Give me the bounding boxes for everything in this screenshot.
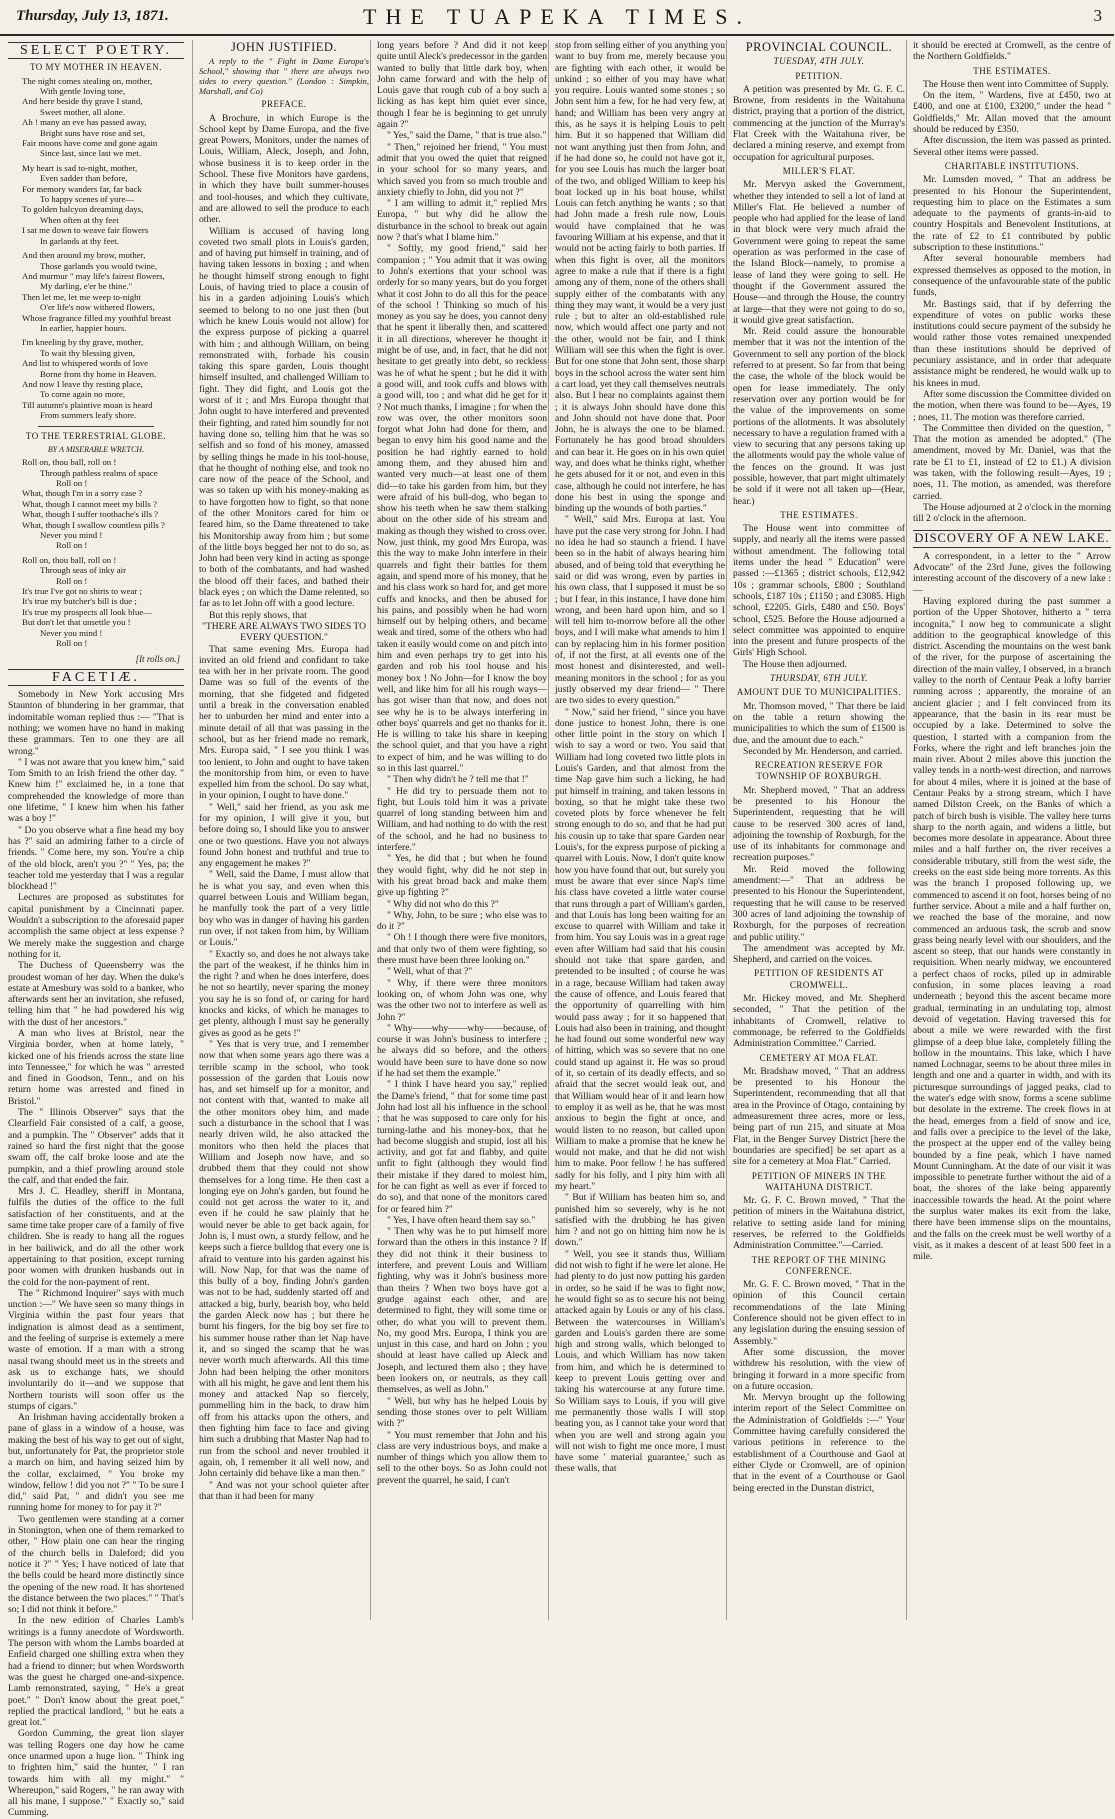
paragraph: Mr. Shepherd moved, " That an address be presented to his Honour the Superintendent, requesting that he will cause to be reserved 300 acres of land, adjoining the township of Roxburgh, for the use of its inhabitants for commonage and recreation purposes." (733, 784, 905, 864)
paragraph: " I was not aware that you knew him," said Tom Smith to an Irish friend the other day. " Knew him !" exclaimed he, in a tone that comprehended the knowledge of more than one lifetime, " I knew him when his father was a boy !" (8, 756, 184, 825)
poem-byline: BY A MISERABLE WRETCH. (47, 444, 145, 454)
divider (38, 426, 154, 427)
paragraph: The " Richmond Inquirer" says with much unction :—" We have seen so many things in Virginia within the past four years that indignation is almost dead as a sentiment, and the feeling of surprise is extemely a mere waste of emotion. If a man with a strong nasal twang should meet us in the streets and ask us to exchange hats, we should involuntarily do it—and we suppose that Northern tourists will soon offer us the stumps of cigars." (8, 1287, 184, 1412)
page-number: 3 (1093, 6, 1102, 25)
issue-date: Thursday, July 13, 1871. (16, 8, 169, 24)
column-john-justified-end (548, 40, 731, 1620)
article-title-john-justified: JOHN JUSTIFIED. (230, 40, 338, 54)
subheading: THE ESTIMATES. (780, 509, 858, 520)
paragraph: " Well, said the Dame, I must allow that he is what you say, and even when this quarrel between Louis and William began, he manfully took the part of a very little boy who was in danger of having his garden run over, if not taken from him, by William or Louis." (199, 869, 369, 949)
paragraph: " He did try to persuade them not to fight, but Louis told him it was a private quarrel of long standing between him and William, and had nothing to do with the rest of the school, and he had no business to interfere." (377, 785, 547, 854)
paragraph: The House then went into Committee of Supply. (923, 78, 1109, 90)
paragraph: Mrs J. C. Headley, sheriff in Montana, fulfils the duties of the office to the full satisfaction of her constituents, and at the same time take proper care of a family of five children. She is ready to hang all the rogues in her bailiwick, and do all the other work appertaining to that position, except turning poor women with drunken husbands out in the cold for the non-payment of rent. (8, 1186, 184, 1288)
paragraph: Mr. Bradshaw moved, " That an address be presented to his Honour the Superintendent, recommending that all that area in the Province of Otago, containing by admeasurement three acres, more or less, being part of run 215, and situate at Moa Flat, in the Benger Survey District [here the boundaries are specified] be set apart as a site for a cemetery at Moa Flat." Carried. (733, 1065, 905, 1168)
paragraph: Seconded by Mr. Henderson, and carried. (743, 745, 903, 757)
poem-line: Till autumn's plaintive moan is heard (22, 399, 153, 410)
poem-line: With gentle loving tone, (40, 86, 126, 96)
subheading: PETITION. (795, 70, 843, 81)
paragraph: Somebody in New York accusing Mrs Staunton of blundering in her grammar, that indomitable woman replied thus :— "That is nothing; we women have no hand in making these grammars. Ten to one they are all wrong." (8, 689, 184, 757)
poem-line: To wait thy blessing given, (40, 347, 135, 358)
paragraph: Mr. Hickey moved, and Mr. Shepherd seconded, " That the petition of the inhabitants of Cromwell, relative to commonage, be referred to the Goldfields Administration Committee." Carried. (733, 993, 905, 1050)
column-poetry-facetiae (8, 40, 190, 1819)
paragraph: long years before ? And did it not keep quite until Aleck's predecessor in the garden wanted to bully that little dark boy, when John came forward and with the help of Louis gave that rough cub of a boy such a licking as has kept him quiet ever since, though I fear he is beginning to get unruly again ?" (377, 40, 547, 131)
poem-title-globe: TO THE TERRESTRIAL GLOBE. (25, 430, 167, 441)
poem-line: Then let me, let me weep to-night (22, 291, 141, 302)
paragraph: it should be erected at Cromwell, as the centre of the Northern Goldfields." (913, 40, 1111, 63)
column-council-cont-new-lake (906, 40, 1115, 1620)
paragraph: The House adjourned at 2 o'clock in the morning till 2 o'clock in the afternoon. (913, 501, 1111, 525)
paragraph: " But if William has beaten him so, and punished him so severely, why is he not satisfied with the drubbing he has given him ? and not go on hitting him now he is down." (555, 1192, 725, 1249)
poem-line: In garlands at thy feet. (40, 235, 119, 246)
paragraph: " Then why was he to put himself more forward than the others in this instance ? If they did not think it their business to interfere, and prevent Louis and William fighting, why was it John's business more than theirs ? When two boys have got a grudge against each other, and are determined to fight, they will some time or other, do what you will to prevent them. No, my good Mrs. Europa, I think you are unjust in this case, and hard on John ; you should at least have called up Aleck and Joseph, and lectured them also ; they have been lookers on, or neutrals, as they call themselves, as well as John." (377, 1226, 547, 1396)
paragraph: Mr. G. F. C. Brown moved, " That the petition of miners in the Waitahuna district, relative to setting aside land for mining reserves, be referred to the Goldfields Administration Committee."—Carried. (733, 1195, 905, 1252)
paragraph: A petition was presented by Mr. G. F. C. Browne, from residents in the Waitahuna district, praying that a portion of the district, commencing at the junction of the Murray's Flat Creek with the Waitahuna river, be declared a mining reserve, and exempt from occupation for agricultural purposes. (733, 83, 905, 163)
article-title-provincial-council: PROVINCIAL COUNCIL. (745, 40, 893, 54)
paragraph: " Why, if there were three monitors looking on, of whom John was one, why was the other two not to interfere as well as John ?" (377, 977, 547, 1023)
poem-line: To come again no more, (40, 389, 126, 400)
paragraph: A man who lives at Bristol, near the Virginia border, when at home lately, " kicked one of his friends across the state line into Tennessee," for which he was " arrested and fined in Goodson, Tenn., and on his return home was arrested and fined in Bristol." (8, 1028, 184, 1107)
paragraph: After some discussion the Committee divided on the motion, when there was found to be—Ayes, 19 ; noes, 11. The motion was therefore carried. (913, 388, 1111, 423)
subheading: THE ESTIMATES. (973, 65, 1051, 76)
poem-line: Roll on ! (56, 638, 88, 649)
poem-line: Since last, since last we met. (40, 148, 141, 159)
paragraph: " Well," said her friend, as you ask me for my opinion, I will give it you, but before doing so, I should like you to answer one or two questions. Have you not always found John honest and truthful and true to any engagement he makes ?" (199, 801, 369, 870)
paragraph: A correspondent, in a letter to the " Arrow Advocate" of the 23rd June, gives the following interesting account of the discovery of a new lake :— (913, 550, 1111, 596)
paragraph: On the item, " Wardens, five at £450, two at £400, and one at £100, £3200," under the head " Goldfields," Mr. Allan moved that the amount should be reduced by £350. (913, 90, 1111, 136)
paragraph: Mr. Mervyn brought up the following interim report of the Select Committee on the Administration of Goldfields :—" Your Committee having carefully considered the various petitions in reference to the establishment of a Courthouse and Gaol at either Clyde or Cromwell, are of opinion that in the event of a Courthouse or Gaol being erected in the Dunstan district, (733, 1392, 905, 1494)
paragraph: " Well, what of that ?" (387, 966, 473, 978)
paragraph: " Yes, he did that ; but when he found they would fight, why did he not step in with his great broad back and make them give up fighting ?" (377, 853, 547, 899)
poem-line: And murmur " may life's fairest flowers, (22, 270, 165, 281)
poem-line: For memory wanders far, far back (22, 183, 142, 194)
paragraph: After discussion, the item was passed as printed. Several other items were passed. (913, 135, 1111, 158)
poem-line: It's true my prospects all look blue— (22, 606, 153, 617)
newspaper-title: THE TUAPEKA TIMES. (363, 4, 751, 29)
paragraph: " Then why didn't he ? tell me that !" (387, 774, 529, 786)
paragraph: " Well, but why has he helped Louis by sending those stones over to pelt William with ?" (377, 1395, 547, 1430)
poem-line: But don't let that unsettle you ! (22, 617, 131, 628)
paragraph: The Committee then divided on the question, " That the motion as amended be adopted." (The amendment, moved by Mr. Daniel, was that the rate be £1 to £1, instead of £2 to £1.) A division was taken, with the following result—Ayes, 19 ; noes, 11. The motion, as amended, was therefore carried. (913, 422, 1111, 502)
poem-line: Whose fragrance filled my youthful breast (22, 312, 172, 323)
poem-line: Through seas of inky air (40, 565, 126, 576)
paragraph: " I am willing to admit it," replied Mrs Europa, " but why did he allow the disturbance in the school to break out again now ? that's what I blame him." (377, 198, 547, 244)
poem-line: Fair moons have come and gone again (22, 138, 158, 149)
poem-line: Roll on, thou ball, roll on ! (22, 457, 117, 468)
paragraph: Mr. Bastings said, that if by deferring the expenditure of votes on public works these institutions could secure payment of the subsidy he would rather those votes remained unexpended than these institutions should be deprived of pecuniary assistance, and in order that adequate assistance might be rendered, he would walk up to his knees in mud. (913, 298, 1111, 389)
paragraph: After several honourable members had expressed themselves as opposed to the motion, in consequence of the unfavourable state of the public funds, (913, 253, 1111, 299)
date-heading: TUESDAY, 4TH JULY. (773, 56, 865, 67)
paragraph: " You must remember that John and his class are very industrious boys, and make a number of things which you allow them to sell to the other boys. So as John could not prevent the quarrel, he said, I can't (377, 1429, 547, 1486)
paragraph: The House then adjourned. (743, 658, 847, 670)
poem-line: What, though I suffer toothache's ills ? (22, 509, 159, 520)
paragraph: " Why——why——why——because, of course it was John's business to interfere ; he always did so before, and the others would have been sure to have done so now if he had set them the example." (377, 1022, 547, 1080)
poem-signature: [It rolls on.] (135, 653, 180, 664)
subheading: RECREATION RESERVE FOR TOWNSHIP OF ROXBURGH. (754, 760, 884, 782)
section-title-poetry: SELECT POETRY. (8, 42, 184, 59)
poem-line: And now I leave thy resting place, (22, 378, 143, 389)
paragraph: Mr. Reid could assure the honourable member that it was not the intention of the Government to sell any portion of the block referred to at present. So far from that being the case, the whole of the block would be open for lease immediately. The only reservation over any portion would be for the value of the improvements on some portions of the allotments. It was absolutely necessary to have a regulation framed with a view to securing that any persons taking up the allotments would pay the whole value of the fences on the ground. It was just possible, however, that part might ultimately be sold if it were not all taken up—(Hear, hear.) (733, 326, 905, 507)
paragraph: " Yes that is very true, and I remember now that when some years ago there was a terrible scamp in the school, who took possession of the garden that Louis now has, and set himself up for a monitor, and not content with that, wanted to make all the other monitors obey him, and made such a disturbance in the school that I was nearly driven wild, he also attacked the monitors who then held the places that William and Joseph now have, and so drubbed them that they could not show themselves for a long time. He then cast a longing eye on John's garden, but found he could not get across the water to it, and even if he could he saw plainly that he would never be able to get back again, for John is, I must own, a sturdy fellow, and he keeps such a fierce bulldog that every one is afraid to venture into his garden against his will. Now Nap, for that was the name of this bully of a boy, finding John's garden was not to be had, suddenly started off and attacked a big, burly, bearish boy, who held the garden Aleck now has ; but there he burnt his fingers, for the big boy set fire to his summer house rather than let Nap have it, and so singed the scamp that he was never worth much afterwards. All this time John had been helping the other monitors with all his might, he gave and lent them his money and attacked Nap so fiercely, pummelling him in the back, to draw him off from his attacks upon the others, and then fighting him face to face and giving him such a drubbing that Master Nap had to run from the school and never troubled it again, oh, I remember it all well now, and John certainly did behave like a man then." (199, 1038, 369, 1480)
poem-line: Even sadder than before, (40, 173, 128, 184)
poem-mother (8, 76, 184, 421)
poem-line: Ah ! many an eve has passed away, (22, 117, 147, 128)
paragraph: " Why, John, to be sure ; who else was to do it ?" (377, 909, 547, 933)
preface-heading: PREFACE. (261, 99, 307, 110)
paragraph: " Exactly so, and does he not always take the part of the weakest, if he thinks him in the right ? and when he does interfere, does he not so heartily, never sparing the money you say he is so fond of, or caring for hard knocks and kicks, of which he manages to get plenty, although I must say he generally gives as good as he gets !" (199, 948, 369, 1039)
poem-line: Sweet mother, all alone. (40, 106, 125, 117)
paragraph: " Softly, my good friend," said her companion ; " You admit that it was owing to John's exertions that your school was orderly for so many years, but do you forget what it cost John to do all this for the peace of the school ! Thinking so much of his money as you say he does, you cannot deny that he spent it liberally then, and scattered it in all directions, wherever he thought it might be of use, and, in fact, that he did not hesitate to get greatly into debt, so reckless was he of what he spent ; but he did it with a good will, and took cuffs and blows with a good will, too ; and what did he get for it ? Not much thanks, I imagine ; for when the row was over, the other monitors soon forgot what John had done for them, and began to envy him his good name and the position he had rightly earned to hold among them, and they abused him and wanted very much—at least one of them did—to take his garden from him, but they were afraid of his bull-dog, who began to show his teeth when he saw them stalking about on the other side of his stream and making as though they wished to cross over. Now, just think, my good Mrs Europa, was this the way to make John interfere in their quarrels and fight their battles for them again, and spend more of his money, that he and his class work so hard for, and get more cuffs and knocks, and then be abused for his pains, and possibly when he had worn himself out by helping others, and became weak and tired, some of the others who had taken it easily would come on and pitch into him and even perhaps try to get into his garden and rob his tool house and his money box ! No John—for I know the boy well, and like him for all his rough ways—has got wiser than that now, and does not see why he is to be always interfering in other boys' quarrels and get no thanks for it. He is willing to take his share in keeping the school quiet, and that you have a right to expect of him, and he was willing to do so in this last quarrel." (377, 243, 547, 774)
poem-line: Roll on, thou ball, roll on ! (22, 554, 117, 565)
poem-line: When often at thy feet (40, 214, 119, 225)
poem-title-mother: TO MY MOTHER IN HEAVEN. (29, 62, 163, 73)
poem-line: It's true my butcher's bill is due ; (22, 596, 137, 607)
subheading: "THERE ARE ALWAYS TWO SIDES TO EVERY QUESTION." (201, 620, 367, 644)
subheading: PETITION OF RESIDENTS AT CROMWELL. (754, 968, 884, 990)
paragraph: Mr. Lumsden moved, " That an address be presented to his Honour the Superintendent, requesting him to place on the Estimates a sum adequate to the payments of grants-in-aid to country Hospitals and Benevolent Institutions, at the rate of £2 to £1 contributed by public subscription to these institutions." (913, 174, 1111, 254)
paragraph: The House went into committee of supply, and nearly all the items were passed without amendment. The following total items under the head " Education" were passed :—£1365 ; district schools, £12,942 10s ; grammar schools, £800 ; Southland schools, £187 10s ; £1150 ; and £3085. High school, £2205. Girls, £480 and £50. Boys' school, £525. Before the House adjourned a select committee was appointed to enquire into the present and future prospects of the Girls' High School. (733, 523, 905, 659)
poem-line: I'm kneeling by thy grave, mother, (22, 337, 144, 348)
poem-line: What, though I swallow countless pills ? (22, 519, 165, 530)
poem-line: And here beside thy grave I stand, (22, 96, 143, 107)
paragraph: " And was not your school quieter after that than it had been for many (199, 1479, 369, 1502)
poem-line: Bright suns have rose and set, (40, 127, 146, 138)
paragraph: " Well," said Mrs. Europa at last. You have put the case very strong for John. I had no idea he had so staunch a friend. I have been so in the habit of always hearing him abused, and of being told that everything he said or did was wrong, even by parties in his own class, that I supposed it must be so ; but I fear, in this instance, I have done him wrong, and been hard upon him, and so I will tell him to-morrow before all the other boys, and I will make what amends to him I can by replacing him in his former position of, if not the first, at all events one of the most honest and disinterested, and well-meaning monitors in the school ; for as you justly observed my dear friend— " There are two sides to every question." (555, 514, 725, 707)
poem-line: And list to whispered words of love (22, 358, 149, 369)
poem-line: And then around my brow, mother, (22, 250, 146, 261)
paragraph: Having explored during the past summer a portion of the Upper Shotover, hitherto a " terra incognita," I now beg to communicate a slight addition to the geographical knowledge of this district. Ascending the mountains on the west bank of the river, for the purpose of ascertaining the direction of the main valley, I observed, in a branch valley to the north of Centaur Peak a lofty barrier running across ; apparently, the moraine of an ancient glacier ; and I felt convinced from its appearance, that the basin in its rear must be occupied by a lake. Determined to solve the question, I started with a companion from the Forks, where the right and left branches join the main river. About 2 miles above this junction the valley tends in a north-west direction, and narrows for about 4 miles, where it is joined at the base of Centaur Peaks by a strong stream, which I have named Dilston Creek, on the Banks of which a patch of birch bush is visible. The valley here turns sharp to the north again, and widens a little, but becomes more desolate in appearance. About three miles and a half further on, the river receives a considerable tributary, still from the west side, the creeks on the east side being more torrents. As this was the branch I proposed following up, we commenced to ascend it on foot, horses being of no further service. About a mile and a half further on, we reached the base of the moraine, and now commenced an arduous task, the scrub and snow grass being nearly level with our shoulders, and the ascent so steep, that our hands were constantly in requisition. When nearly midway, we encountered a perfect chaos of rocks, piled up in admirable confusion, in some places leaving a road underneath ; beyond this the ascent became more gradual, terminating in an undulating top, almost devoid of vegetation. Having traversed this for about a mile we were rewarded with the first glimpse of a deep blue lake, completely filling the hollow in the mountains. This lake, which I have named Lochnagar, seems to be about three miles in length and one and a quarter in width, and with its picturesque surroundings of jagged peaks, clad to the water's edge with snow, forms a scene sublime but desolate in the extreme. The creek flows in at the head, emerges from a field of snow and ice, and falls over a precipice to the level of the lake, the prospect at the upper end of the valley being bounded by a fine peak, which I have named Mount Cunningham. At the date of our visit it was impossible to penetrate further without the aid of a boat, the shores of the lake being apparently inaccessible towards the head. At the point where the surplus water makes its exit from the lake, there have been immense slips on the mountains, and the falls on the creek must be well worthy of a visit, as it makes a descent of at least 500 feet in a mile. (913, 595, 1111, 1263)
paragraph: The " Illinois Observer" says that the Clearfield Fair consisted of a calf, a goose, and a pumpkin. The " Observer" adds that it rained so hard the first night that the goose swam off, the calf broke loose and ate the pumpkin, and a thief prowling around stole the calf, and that ended the fair. (8, 1107, 184, 1186)
paragraph: " Do you observe what a fine head my boy has ?" said an admiring father to a circle of friends. " Come here, my son. You're a chip of the old block, aren't you ?" " Yes, pa; the teacher told me yesterday that I was a regular blockhead !" (8, 824, 184, 893)
paragraph: But this reply shows, that (209, 609, 307, 621)
poem-line: Borne from thy home in Heaven. (40, 368, 157, 379)
poem-line: I sat me down to weave fair flowers (22, 225, 149, 236)
poem-line: It's true I've got no shirts to wear ; (22, 586, 142, 597)
poem-line: From summers leafy shore. (40, 410, 137, 421)
poem-line: To happy scenes of yore— (40, 194, 135, 205)
subheading: CEMETERY AT MOA FLAT. (759, 1052, 879, 1063)
paragraph: Mr. Reid moved the following amendment:—" That an address be presented to his Honour the Superintendent, requesting that he will cause to be reserved 300 acres of land adjoining the township of Roxburgh, for the purposes of recreation and public utility." (733, 863, 905, 943)
paragraph: " I think I have heard you say," replied the Dame's friend, " that for some time past John had lost all his influence in the school ; that he was supposed to care only for his turning-lathe and his money-box, that he had become sluggish and stupid, lost all his activity, and got fat and flabby, and quite unfit to fight (although they would find their mistake if they dared to molest him, for he can fight as well as ever if forced to do so), and that none of the monitors cared for or feared him ?" (377, 1079, 547, 1215)
poem-line: Roll on ! (56, 540, 88, 551)
paragraph: An Irishman having accidentally broken a pane of glass in a window of a house, was making the best of his way to get out of sight, but, unfortunately for Pat, the proprietor stole a march on him, and having seized him by the collar, exclaimed, " You broke my window, fellow ! did you not ?" " To be sure I did," said Pat, " and didn't you see me running home for money to for pay it ?" (8, 1412, 184, 1514)
section-title-facetiae: FACETIÆ. (8, 669, 184, 686)
paragraph: William is accused of having long coveted two small plots in Louis's garden, and of having put himself in training, and of having taken lessons in boxing ; and when he thought himself strong enough to fight Louis, of having tried to place a cousin of his in a garden adjoining Louis's which seemed to belong to no one just then (but which he knew Louis would not allow) for the express purpose of picking a quarrel with him ; and although William, on being remonstrated with, forbade his cousin taking this spare garden, Louis thought himself insulted, and challenged William to fight. They did fight, and Louis got the worst of it ; and Mrs Europa thought that John ought to have interfered and prevented their fighting, and rated him soundly for not having done so, telling him that he was so selfish and so fond of his money, amassed by selling things he made in his tool-house, that he thought of nothing else, and took no care now of the peace of the School, and was so taken up with his money-making as to have forgotten how to fight, so that none of the other Monitors cared for him or feared him, so the Dame threatened to take his Monitorship away from him ; but some of the little boys begged her not to do so, as John had been very kind in acting as sponge to both of the combatants, and had washed the blood off their faces, and bathed their black eyes ; on which the Dame relented, so far as to let John off with a good lecture. (199, 225, 369, 610)
subheading: THE REPORT OF THE MINING CONFERENCE. (751, 1254, 887, 1276)
poem-line: Those garlands you would twine, (40, 260, 158, 271)
article-subtitle: A reply to the " Fight in Dame Europa's School," showing that " there are always two sides to every question." (London : Simpkin, Marshall, and Co) (199, 56, 369, 97)
paragraph: Mr. Thomson moved, " That there be laid on the table a return showing the municipalities to which the sum of £1500 is due, and the amount due to each." (733, 700, 905, 746)
paragraph: After some discussion, the mover withdrew his resolution, with the view of bringing it forward in a more specific from on a future occasion. (733, 1346, 905, 1392)
paragraph: A Brochure, in which Europe is the School kept by Dame Europa, and the five great Powers, Monitors, under the names of Louis, William, Aleck, Joseph, and John, whose business it is to keep order in the School. These five Monitors have gardens, in which they have built summer-houses and tool-houses, and which they cultivate, and are allowed to sell the produce to each other. (199, 112, 369, 226)
paragraph: Lectures are proposed as substitutes for capital punishment by a Cincinnati paper. Wouldn't a subscription to the aforesaid paper accomplish the same object at less expense ? We merely make the suggestion and charge nothing for it. (8, 892, 184, 960)
paragraph: The Duchess of Queensberry was the proudest woman of her day. When the duke's estate at Amesbury was sold to a banker, who afterwards sent her an invitation, she refused, telling him that " he had powdered his wig with the dust of her ancestors." (8, 960, 184, 1028)
paragraph: " Now," said her friend, " since you have done justice to honest John, there is one other little point in the story on which I wish to say a word or two. You said that William had long coveted two little plots in Louis's Garden, and that almost from the time Nap gave him such a licking, he had put himself in training, and taken lessons in boxing, so that he might take these two coveted plots by force whenever he felt strong enough to do so, and that he had put his cousin up to take that spare Garden near Louis's, for the express purpose of picking a quarrel with Louis. Now, I don't quite know how you have found that out, but surely you must be aware that ever since Nap's time his class have coveted a little water course that runs through a part of William's garden, and that Louis has long been waiting for an excuse to quarrel with William and take it from him. You say Louis was in a great rage even after William had said that his cousin should not take that spare garden, and pretended to be insulted ; of course he was in a rage, because William had taken away the cause of offence, and Louis feared that the opportunity of quarrelling with him would pass away ; for it so happened that Louis had also been in training, and thought he had found out some wonderful new way of hitting, which was so severe that no one could stand up against it. He was so proud of it, so certain of its deadly effects, and so afraid that the secret would leak out, and that William would hear of it and learn how to employ it as well as he, that he was most anxious to begin the fight at once, and would listen to no reason, but called upon William to make a promise that he knew he would not make, and that he did not wish him to make. Poor fellow ! he has suffered sadly for his folly, and I pity him with all my heart." (555, 706, 725, 1192)
column-provincial-council (726, 40, 911, 1620)
paragraph: Mr. Mervyn asked the Government, whether they intended to sell a lot of land at Miller's Flat. He believed a number of people who had applied for the lease of land in that block were very much afraid the Government were going to repeat the same operation as was performed in the case of the Island Block—namely, to promise a lease of land they were going to sell. He thought if the Government assured the House—and through the House, the country at large—that they were not going to do so, it would give great satisfaction. (733, 179, 905, 326)
poem-line: Roll on ! (56, 575, 88, 586)
paragraph: The amendment was accepted by Mr. Shepherd, and carried on the voices. (733, 942, 905, 966)
column-john-justified-cont (370, 40, 553, 1620)
poem-line: My heart is sad to-night, mother, (22, 162, 138, 173)
masthead (0, 0, 1114, 36)
poem-line: My darling, e'er be thine." (40, 281, 133, 292)
paragraph: stop from selling either of you anything you want to buy from me, merely because you are fighting with each other, it would be unkind ; so either of you may have what you require. Louis wanted some stones ; so John sent him a few, for he had very few, at hand; and William has been very angry at this, as he says it is helping Louis to pelt him. But it so happened that William did not want anything just then from John, and if he had done so, he could not have got it, for you see Louis has much the larger boat of the two, and obliged William to keep his boat locked up in his boat house, whilst Louis can fetch anything he wants ; so that had John made a fresh rule now, Louis would have complained that he was favouring William at his expense, and that it would not be acting fairly to both parties. If when this fight is over, all the monitors agree to make a rule that if there is a fight among any of them, none of the others shall supply either of the combatants with any thing they may want, it would be a very just rule ; but to alter an old-established rule now, which would affect one party and not the other, would not be fair, and I think William will see this when the fight is over. But for one stone that John sent, those sharp boys in the school across the water sent him a cart load, yet they call themselves neutrals also. But I hear no complaints against them ; it is always John should have done this and John should not have done that. Poor John, he is always the one to be blamed. Fortunately he has good broad shoulders and can bear it. He goes on in his own quiet way, and does what he thinks right, whether he gets abused for it or not, and even in this case, although he could not interfere, he has done his best in using the sponge and binding up the wounds of both parties." (555, 40, 725, 515)
poem-line: In earlier, happier hours. (40, 322, 127, 333)
subheading: MILLER'S FLAT. (782, 165, 856, 176)
subheading: AMOUNT DUE TO MUNICIPALITIES. (736, 687, 902, 698)
poem-globe (8, 457, 184, 648)
poem-line: To golden halcyon dreaming days, (22, 204, 144, 215)
paragraph: " Yes, I have often heard them say so." (387, 1214, 536, 1226)
poem-line: What, though I cannot meet my bills ? (22, 498, 157, 509)
paragraph: Gordon Cumming, the great lion slayer was telling Rogers one day how he came once unarmed upon a huge lion. " Think ing to frighten him," said the hunter, " I ran towards him with all my might." " Whereupon," said Rogers, " he ran away with all his mane, I suppose." " Exactly so," said Cumming. (8, 1728, 184, 1819)
paragraph: " Oh ! I though there were five monitors, and that only two of them were fighting, so there must have been three looking on." (377, 932, 547, 967)
paragraph: That same evening Mrs. Europa had invited an old friend and confidant to take tea with her in her private room. The good Dame was so full of the events of the morning, that she fidgeted and fidgeted until a break in the conversation enabled her to unburden her mind and enter into a minute detail of all that was passing in the school, but as her friend made no remark, Mrs. Europa said, " I see you think I was too lenient, to John and ought to have taken the monitorship from him, or even to have expelled him from the school. Do say what, in your opinion, I ought to have done." (199, 643, 369, 802)
paragraph: Mr. G. F. C. Brown moved, " That in the opinion of this Council certain recommendations of the late Mining Conference should not be given effect to in any legislation during the ensuing session of Assembly." (733, 1279, 905, 1347)
paragraph: " Then," rejoined her friend, " You must admit that you owed the quiet that reigned in your school for so many years, and which saved you from so much trouble and anxiety chiefly to John, did you not ?" (377, 141, 547, 198)
paragraph: In the new edition of Charles Lamb's writings is a funny anecdote of Wordsworth. The person with whom the Lambs boarded at Enfield charged one shilling extra when they had a friend to dinner; but when Wordsworth was the guest he charged one-and-sixpence. Lamb remonstrated, saying, " He's a great poet." " Don't know about the great poet," replied the practical landlord, " but he eats a great lot." (8, 1615, 184, 1729)
paragraph: " Yes," said the Dame, " that is true also." (387, 130, 547, 142)
date-heading: THURSDAY, 6TH JULY. (770, 673, 868, 684)
column-john-justified (192, 40, 375, 1620)
poem-line: Never you mind ! (40, 627, 103, 638)
poem-line: The night comes stealing on, mother, (22, 75, 153, 86)
paragraph: " Well, you see it stands thus, William did not wish to fight if he were let alone. He had plenty to do just now putting his garden in order, so he said if he was to fight now, he would fight so as to secure his not being attacked again by Louis or any of his class. Between the watercourses in William's garden and Louis's garden there are some high and strong walls, which belonged to Louis, and which William has now taken from him, and which he is determined to keep to prevent Louis getting over and taking his watercourse at any future time. So William says to Louis, if you will give me permanently those walls I will stop beating you, as I cannot take your word that when you are well and strong again you will not wish to fight me once more, I must have some ' material guarantee,' such as these walls, that (555, 1248, 725, 1475)
poem-line: What, though I'm in a sorry case ? (22, 488, 143, 499)
subheading: PETITION OF MINERS IN THE WAITAHUNA DISTRICT. (751, 1170, 887, 1192)
poem-line: Roll on ! (56, 478, 88, 488)
article-title-new-lake: DISCOVERY OF A NEW LAKE. (913, 530, 1111, 547)
subheading: CHARITABLE INSTITUTIONS. (944, 160, 1080, 171)
poem-line: Through pathless realms of space (40, 467, 158, 478)
poem-line: O'er life's now withered flowers, (40, 302, 155, 313)
poem-line: Never you mind ! (40, 530, 103, 541)
paragraph: " Why did not who do this ?" (387, 898, 499, 910)
paragraph: Two gentlemen were standing at a corner in Stonington, when one of them remarked to other, " How plain one can hear the ringing of the church bells in Daleford; did you notice it ?" " Yes; I have noticed of late that the bells could be heard more distinctly since the opening of the new road. It has shortened the distance between the two places." " That's so; I did not think it before." (8, 1513, 184, 1616)
